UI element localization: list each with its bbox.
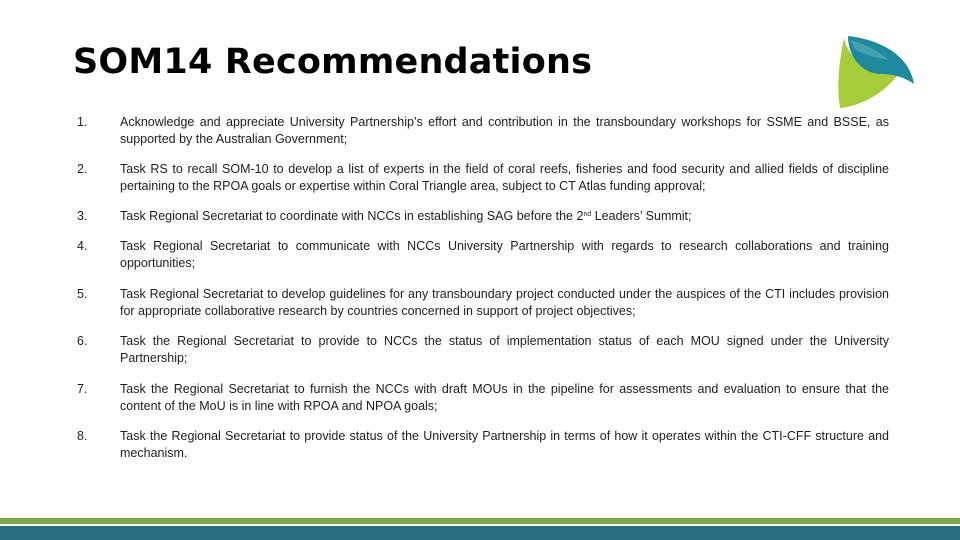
item-number: 1. (77, 115, 88, 129)
item-number: 8. (77, 429, 88, 443)
item-text-main: Task Regional Secretariat to coordinate with NCCs in establishing SAG before the 2 (120, 209, 584, 223)
item-number: 6. (77, 334, 88, 348)
item-text: Task the Regional Secretariat to provide status of the University Partnership in terms of how it operates within the CTI-CFF structure and mechanism. (120, 429, 889, 460)
item-number: 5. (77, 287, 88, 301)
item-number: 2. (77, 162, 88, 176)
item-text: Task the Regional Secretariat to provide to NCCs the status of implementation status of each MOU signed under the University Partnership; (120, 334, 889, 365)
item-number: 7. (77, 382, 88, 396)
item-text: Task the Regional Secretariat to furnish the NCCs with draft MOUs in the pipeline for assessments and evaluation to ensure that the content of the MoU is in line with RPOA and NPOA goals; (120, 382, 889, 413)
item-text: Task Regional Secretariat to develop guidelines for any transboundary project conducted under the auspices of the CTI includes provision for appropriate collaborative research by countries concerned in support of project objectives; (120, 287, 889, 318)
item-text: Task RS to recall SOM-10 to develop a list of experts in the field of coral reefs, fisheries and food security and allied fields of discipline pertaining to the RPOA goals or expertise within Coral Triangle area, subject to CT Atlas funding approval; (120, 162, 889, 193)
item-number: 4. (77, 239, 88, 253)
slide-title: SOM14 Recommendations (73, 42, 593, 82)
item-text-end: Leaders’ Summit; (591, 209, 692, 223)
item-number: 3. (77, 209, 88, 223)
item-text: Acknowledge and appreciate University Partnership’s effort and contribution in the transboundary workshops for SSME and BSSE, as supported by the Australian Government; (120, 115, 889, 146)
ordinal-suffix: nd (583, 211, 592, 218)
item-text: Task Regional Secretariat to communicate with NCCs University Partnership with regards to research collaborations and training opportunities; (120, 239, 889, 270)
item-text (120, 208, 889, 225)
footer-band (0, 526, 960, 540)
footer-accent-bar (0, 518, 960, 524)
